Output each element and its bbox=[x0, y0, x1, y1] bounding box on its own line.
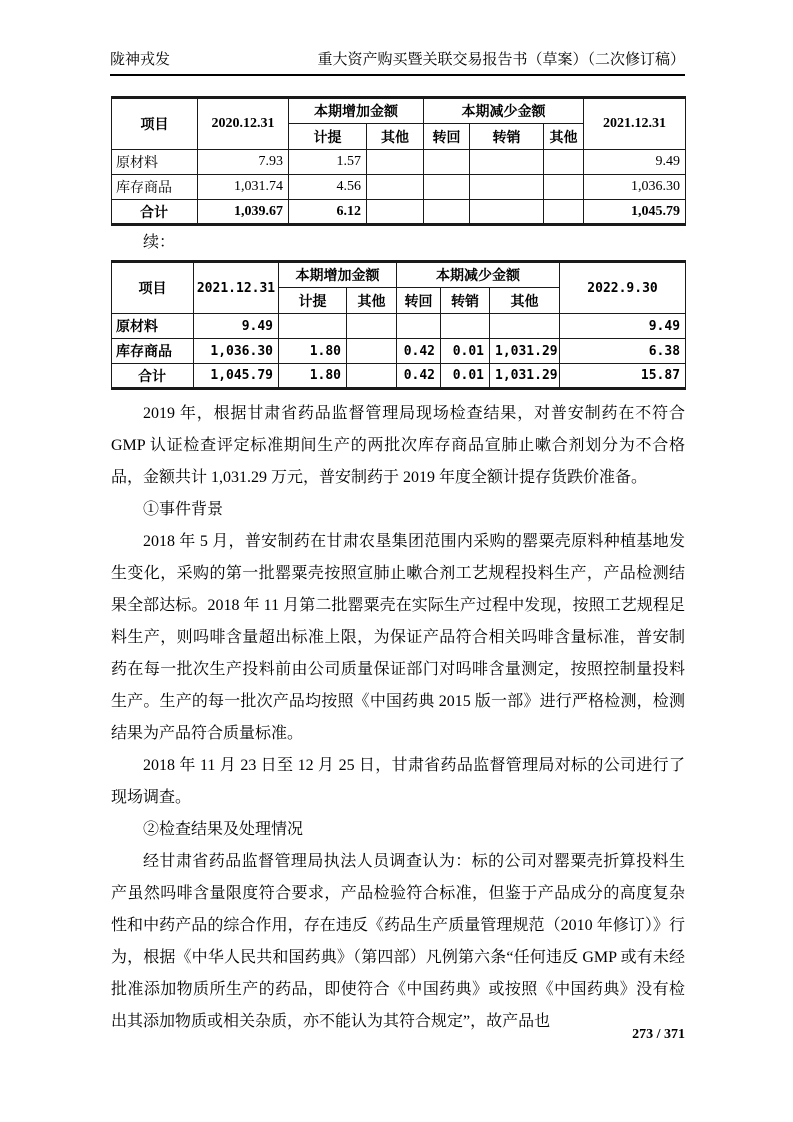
cell-accrual: 1.80 bbox=[279, 364, 347, 389]
cell-decrease-other bbox=[544, 150, 584, 175]
cell-begin: 1,039.67 bbox=[198, 200, 289, 225]
header-company-name: 陇神戎发 bbox=[110, 52, 171, 68]
cell-decrease-other bbox=[544, 175, 584, 200]
column-header-decrease-other: 其他 bbox=[544, 124, 584, 150]
cell-decrease-other bbox=[544, 200, 584, 225]
paragraph-onsite-investigation: 2018 年 11 月 23 日至 12 月 25 日，甘肃省药品监督管理局对标的公司进行了现场调查。 bbox=[111, 757, 685, 806]
cell-accrual: 6.12 bbox=[289, 200, 367, 225]
cell-reversal bbox=[424, 200, 470, 225]
cell-item: 原材料 bbox=[112, 314, 194, 339]
body-text bbox=[111, 398, 685, 1038]
cell-item: 原材料 bbox=[112, 150, 198, 175]
table-header-row bbox=[112, 98, 686, 124]
column-header-begin: 2021.12.31 bbox=[194, 262, 279, 314]
paragraph-event-background: 2018 年 5 月，普安制药在甘肃农垦集团范围内采购的罂粟壳原料种植基地发生变化，采购的第一批罂粟壳按照宣肺止嗽合剂工艺规程投料生产，产品检测结果全部达标。2018 年 11 月第二批罂粟壳在实际生产过程中发现，按照工艺规程足料生产，则吗啡含量超出标准上限，为保证产品符合相关吗啡含量标准，普安制药在每一批次生产投料前由公司质量保证部门对吗啡含量测定，按照控制量投料生产。生产的每一批次产品均按照《中国药典 2015 版一部》进行严格检测，检测结果为产品符合质量标准。 bbox=[111, 533, 685, 742]
column-header-item: 项目 bbox=[112, 262, 194, 314]
column-header-increase-other: 其他 bbox=[347, 288, 397, 314]
inventory-provision-table-2021 bbox=[111, 96, 686, 226]
cell-increase-other bbox=[347, 339, 397, 364]
column-header-accrual: 计提 bbox=[289, 124, 367, 150]
cell-end: 9.49 bbox=[560, 314, 686, 339]
cell-item: 库存商品 bbox=[112, 339, 194, 364]
column-header-reversal: 转回 bbox=[397, 288, 441, 314]
cell-begin: 1,045.79 bbox=[194, 364, 279, 389]
cell-decrease-other bbox=[490, 314, 560, 339]
cell-end: 1,036.30 bbox=[584, 175, 686, 200]
subheading-inspection-results: ②检查结果及处理情况 bbox=[143, 821, 304, 838]
cell-end: 15.87 bbox=[560, 364, 686, 389]
cell-write-off bbox=[441, 314, 490, 339]
table-row-raw-materials bbox=[112, 314, 686, 339]
column-header-increase-group: 本期增加金额 bbox=[289, 98, 424, 124]
cell-increase-other bbox=[367, 175, 424, 200]
column-header-accrual: 计提 bbox=[279, 288, 347, 314]
cell-begin: 9.49 bbox=[194, 314, 279, 339]
cell-write-off bbox=[470, 175, 544, 200]
cell-write-off: 0.01 bbox=[441, 364, 490, 389]
cell-accrual bbox=[279, 314, 347, 339]
cell-accrual: 4.56 bbox=[289, 175, 367, 200]
column-header-item: 项目 bbox=[112, 98, 198, 150]
column-header-increase-other: 其他 bbox=[367, 124, 424, 150]
column-header-decrease-other: 其他 bbox=[490, 288, 560, 314]
table-row-raw-materials bbox=[112, 150, 686, 175]
cell-item: 库存商品 bbox=[112, 175, 198, 200]
table-row-finished-goods bbox=[112, 339, 686, 364]
cell-increase-other bbox=[367, 150, 424, 175]
cell-begin: 7.93 bbox=[198, 150, 289, 175]
cell-decrease-other: 1,031.29 bbox=[490, 364, 560, 389]
cell-begin: 1,036.30 bbox=[194, 339, 279, 364]
cell-increase-other bbox=[347, 364, 397, 389]
table-row-finished-goods bbox=[112, 175, 686, 200]
header-report-title: 重大资产购买暨关联交易报告书（草案）（二次修订稿） bbox=[317, 52, 685, 68]
cell-begin: 1,031.74 bbox=[198, 175, 289, 200]
cell-increase-other bbox=[347, 314, 397, 339]
paragraph-provision-summary: 2019 年，根据甘肃省药品监督管理局现场检查结果，对普安制药在不符合 GMP 认证检查评定标准期间生产的两批次库存商品宣肺止嗽合剂划分为不合格品，金额共计 1,031.29 万元，普安制药于 2019 年度全额计提存货跌价准备。 bbox=[111, 405, 685, 486]
page-header bbox=[110, 48, 685, 76]
inventory-provision-table-2022 bbox=[111, 260, 686, 390]
cell-reversal bbox=[397, 314, 441, 339]
cell-accrual: 1.80 bbox=[279, 339, 347, 364]
column-header-end: 2022.9.30 bbox=[560, 262, 686, 314]
column-header-begin: 2020.12.31 bbox=[198, 98, 289, 150]
column-header-decrease-group: 本期减少金额 bbox=[424, 98, 584, 124]
page-number: 273 / 371 bbox=[632, 1027, 685, 1042]
cell-end: 1,045.79 bbox=[584, 200, 686, 225]
cell-write-off: 0.01 bbox=[441, 339, 490, 364]
column-header-increase-group: 本期增加金额 bbox=[279, 262, 397, 288]
cell-decrease-other: 1,031.29 bbox=[490, 339, 560, 364]
cell-reversal bbox=[424, 175, 470, 200]
paragraph-inspection-findings: 经甘肃省药品监督管理局执法人员调查认为：标的公司对罂粟壳折算投料生产虽然吗啡含量限度符合要求，产品检验符合标准，但鉴于产品成分的高度复杂性和中药产品的综合作用，存在违反《药品生产质量管理规范（2010 年修订）》行为，根据《中华人民共和国药典》（第四部）凡例第六条“任何违反 GMP 或有未经批准添加物质所生产的药品，即使符合《中国药典》或按照《中国药典》没有检出其添加物质或相关杂质，亦不能认为其符合规定”，故产品也 bbox=[111, 853, 685, 1030]
cell-increase-other bbox=[367, 200, 424, 225]
cell-write-off bbox=[470, 200, 544, 225]
column-header-decrease-group: 本期减少金额 bbox=[397, 262, 560, 288]
cell-write-off bbox=[470, 150, 544, 175]
cell-end: 6.38 bbox=[560, 339, 686, 364]
cell-reversal bbox=[424, 150, 470, 175]
table-row-total bbox=[112, 200, 686, 225]
cell-end: 9.49 bbox=[584, 150, 686, 175]
page-content bbox=[111, 96, 685, 1038]
table-row-total bbox=[112, 364, 686, 389]
column-header-write-off: 转销 bbox=[441, 288, 490, 314]
column-header-write-off: 转销 bbox=[470, 124, 544, 150]
table-header-row bbox=[112, 262, 686, 288]
cell-accrual: 1.57 bbox=[289, 150, 367, 175]
cell-reversal: 0.42 bbox=[397, 364, 441, 389]
cell-item: 合计 bbox=[112, 364, 194, 389]
cell-item: 合计 bbox=[112, 200, 198, 225]
subheading-event-background: ①事件背景 bbox=[143, 501, 224, 518]
cell-reversal: 0.42 bbox=[397, 339, 441, 364]
column-header-end: 2021.12.31 bbox=[584, 98, 686, 150]
continuation-label: 续： bbox=[143, 234, 176, 251]
column-header-reversal: 转回 bbox=[424, 124, 470, 150]
